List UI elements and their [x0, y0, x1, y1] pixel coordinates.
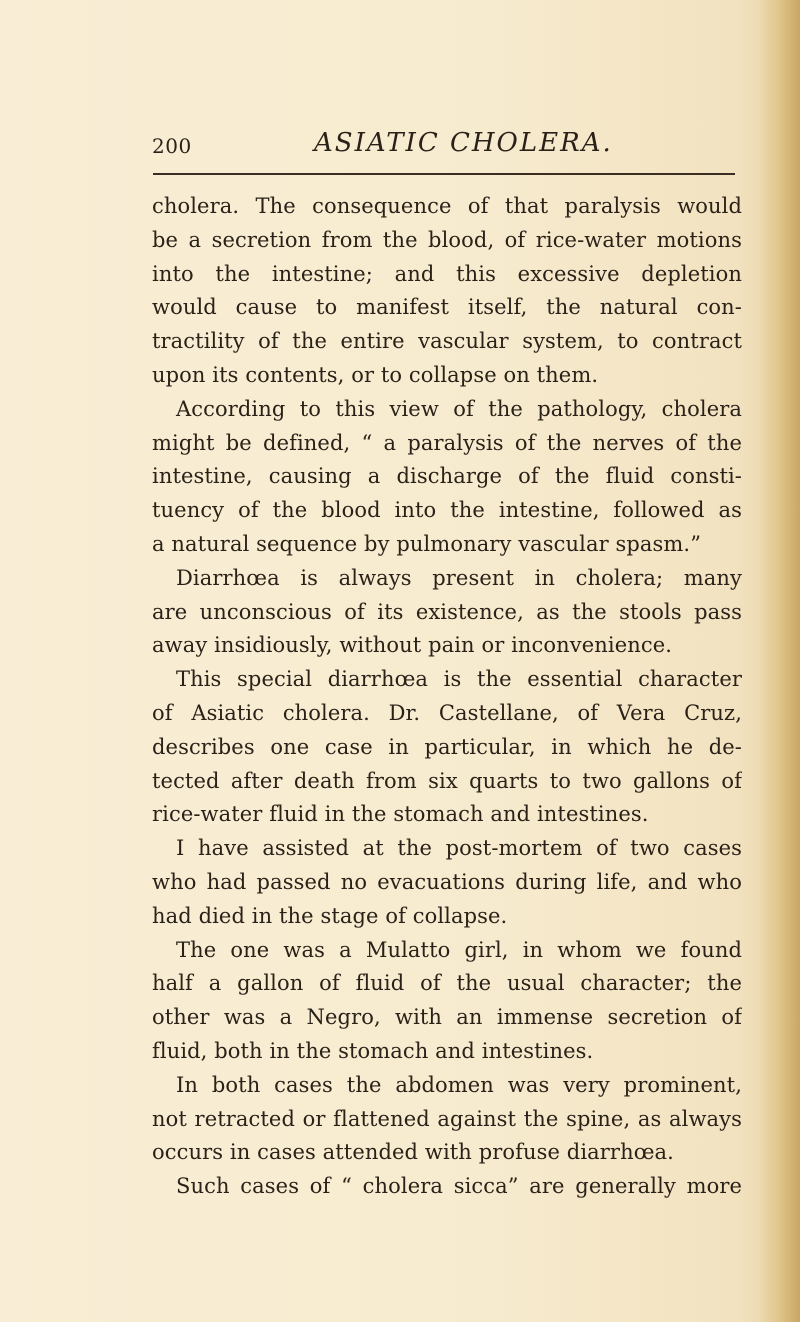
text-line: be a secretion from the blood, of rice-water motions [152, 227, 742, 252]
text-line: This special diarrhœa is the essential character [176, 667, 742, 692]
text-line: into the intestine; and this excessive depletion [152, 261, 742, 286]
text-line: Diarrhœa is always present in cholera; many [176, 565, 742, 590]
text-line: intestine, causing a discharge of the fluid consti- [152, 464, 742, 489]
text-line: might be defined, “ a paralysis of the nerves of the [152, 430, 742, 455]
text-line: occurs in cases attended with profuse diarrhœa. [152, 1140, 674, 1165]
text-line: who had passed no evacuations during life, and who [152, 869, 742, 894]
text-line: According to this view of the pathology, cholera [176, 396, 742, 421]
text-line: a natural sequence by pulmonary vascular spasm.” [152, 531, 702, 556]
page-number: 200 [152, 134, 192, 158]
text-line: not retracted or flattened against the spine, as always [152, 1106, 742, 1131]
text-line: In both cases the abdomen was very prominent, [176, 1072, 742, 1097]
body-text [152, 190, 742, 1204]
header-rule [153, 173, 735, 175]
text-line: tected after death from six quarts to two gallons of [152, 768, 742, 793]
text-line: describes one case in particular, in which he de- [152, 734, 742, 759]
text-line: had died in the stage of collapse. [152, 903, 508, 928]
text-line: The one was a Mulatto girl, in whom we found [176, 937, 742, 962]
text-line: away insidiously, without pain or inconvenience. [152, 633, 673, 658]
text-line: upon its contents, or to collapse on them. [152, 362, 599, 387]
text-line: fluid, both in the stomach and intestines. [152, 1038, 594, 1063]
text-line: half a gallon of fluid of the usual character; the [152, 971, 742, 996]
text-line: other was a Negro, with an immense secretion of [152, 1005, 742, 1030]
text-line: would cause to manifest itself, the natural con- [152, 295, 742, 320]
text-line: of Asiatic cholera. Dr. Castellane, of Vera Cruz, [152, 700, 742, 725]
running-title: ASIATIC CHOLERA. [314, 128, 613, 158]
text-line: are unconscious of its existence, as the stools pass [152, 599, 742, 624]
text-line: tuency of the blood into the intestine, followed as [152, 498, 742, 523]
text-line: tractility of the entire vascular system, to contract [152, 329, 742, 354]
text-line: cholera. The consequence of that paralysis would [152, 194, 742, 218]
text-line: rice-water fluid in the stomach and intestines. [152, 802, 649, 827]
text-line: I have assisted at the post-mortem of two cases [176, 836, 742, 861]
page-edge-shading [758, 0, 800, 1322]
text-line: Such cases of “ cholera sicca” are generally more [176, 1174, 742, 1199]
running-head [152, 128, 738, 160]
